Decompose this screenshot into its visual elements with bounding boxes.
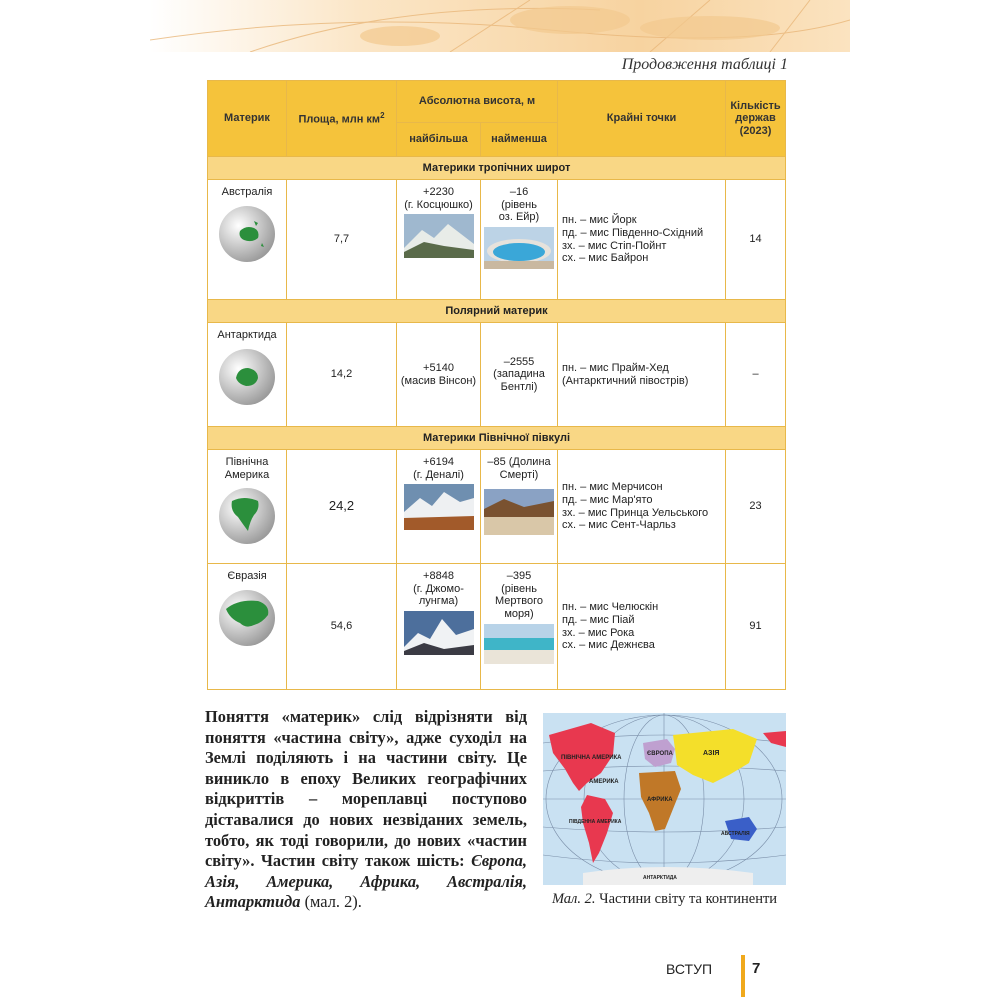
continent-cell — [208, 564, 287, 690]
section-title: Материки тропічних широт — [208, 157, 786, 180]
parts-of-world: Європа, Азія, Америка, Африка, Австралія, Антарктида — [205, 851, 527, 912]
extreme-points-cell: пн. – мис Челюскін пд. – мис Піай зх. – мис Рока сх. – мис Дежнєва — [558, 564, 726, 690]
header-altitude: Абсолютна висота, м — [397, 81, 558, 123]
map-label-antarctica: АНТАРКТИДА — [643, 875, 677, 881]
footer-section-title: ВСТУП — [666, 961, 713, 977]
paragraph-tail: (мал. 2). — [304, 892, 362, 912]
area-value: 7,7 — [287, 180, 397, 300]
section-title: Материки Північної півкулі — [208, 427, 786, 450]
dead-sea-photo-icon — [484, 624, 554, 664]
highest-cell: +6194 (г. Деналі) — [397, 450, 481, 564]
caption-text: Частини світу та континенти — [599, 891, 778, 907]
countries-value: 23 — [726, 450, 786, 564]
highest-cell: +8848 (г. Джомо- лунгма) — [397, 564, 481, 690]
paragraph-text: Поняття «материк» слід відрізняти від поняття «частина світу», адже суходіл на Землі поділяють і на частини світу. Це виникло в епоху Великих географічних відкриттів – мореплавці поступово діставалися до нових незвіданих земель, тобто, як тоді говорили, до нових «частин світу». Частин світу також шість: — [205, 707, 527, 871]
map-caption — [543, 890, 786, 909]
map-label-america: АМЕРИКА — [589, 779, 619, 785]
north-america-globe-icon — [218, 487, 276, 545]
header-continent: Материк — [208, 81, 287, 157]
map-label-europe: ЄВРОПА — [647, 751, 673, 757]
lowest-cell: –395 (рівень Мертвого моря) — [481, 564, 558, 690]
page-number: 7 — [752, 960, 761, 977]
desert-photo-icon — [484, 489, 554, 535]
map-label-asia: АЗІЯ — [703, 750, 720, 757]
everest-photo-icon — [404, 611, 474, 655]
header-highest: найбільша — [397, 123, 481, 157]
countries-value: – — [726, 323, 786, 427]
extreme-points-cell: пн. – мис Прайм-Хед (Антарктичний півострів) — [558, 323, 726, 427]
map-label-north-america: ПІВНІЧНА АМЕРИКА — [561, 755, 622, 761]
table-row — [208, 180, 786, 300]
continent-cell — [208, 180, 287, 300]
map-label-australia: АВСТРАЛІЯ — [721, 831, 750, 837]
antarctica-globe-icon — [218, 348, 276, 406]
table-continued-label: Продовження таблиці 1 — [621, 56, 788, 73]
continent-cell — [208, 323, 287, 427]
extreme-points-cell: пн. – мис Йорк пд. – мис Південно-Східний зх. – мис Стіп-Пойнт сх. – мис Байрон — [558, 180, 726, 300]
map-label-africa: АФРИКА — [647, 797, 673, 803]
area-value: 24,2 — [287, 450, 397, 564]
countries-value: 91 — [726, 564, 786, 690]
lake-photo-icon — [484, 227, 554, 269]
lowest-cell: –2555 (западина Бентлі) — [481, 323, 558, 427]
body-paragraph — [205, 707, 527, 913]
world-map — [543, 713, 786, 885]
area-value: 54,6 — [287, 564, 397, 690]
header-area: Площа, млн $км^2$ — [287, 81, 397, 157]
footer-divider — [741, 955, 745, 997]
mountain-photo-icon — [404, 214, 474, 258]
section-title: Полярний материк — [208, 300, 786, 323]
caption-label: Мал. 2. — [551, 891, 596, 907]
table-row — [208, 564, 786, 690]
continent-name: Австралія — [221, 186, 273, 198]
highest-cell: +5140 (масив Вінсон) — [397, 323, 481, 427]
lowest-cell: –16 (рівень оз. Ейр) — [481, 180, 558, 300]
table-row — [208, 450, 786, 564]
header-countries: Кількість держав (2023) — [726, 81, 786, 157]
lowest-cell: –85 (Долина Смерті) — [481, 450, 558, 564]
continent-name: Євразія — [227, 570, 267, 582]
highest-cell: +2230 (г. Косцюшко) — [397, 180, 481, 300]
mountain-photo-icon — [404, 484, 474, 530]
map-decoration-icon — [150, 0, 850, 52]
continent-name: Північна Америка — [224, 456, 270, 481]
map-label-south-america: ПІВДЕННА АМЕРИКА — [569, 819, 622, 825]
continent-name: Антарктида — [217, 329, 277, 341]
table-row — [208, 323, 786, 427]
area-value: 14,2 — [287, 323, 397, 427]
continents-table — [207, 80, 786, 690]
top-banner — [150, 0, 850, 52]
countries-value: 14 — [726, 180, 786, 300]
continent-cell — [208, 450, 287, 564]
eurasia-globe-icon — [218, 589, 276, 647]
header-lowest: найменша — [481, 123, 558, 157]
australia-globe-icon — [218, 205, 276, 263]
extreme-points-cell: пн. – мис Мерчисон пд. – мис Мар'ято зх. – мис Принца Уельського сх. – мис Сент-Чарльз — [558, 450, 726, 564]
header-extreme-points: Крайні точки — [558, 81, 726, 157]
world-map-icon — [543, 713, 786, 885]
